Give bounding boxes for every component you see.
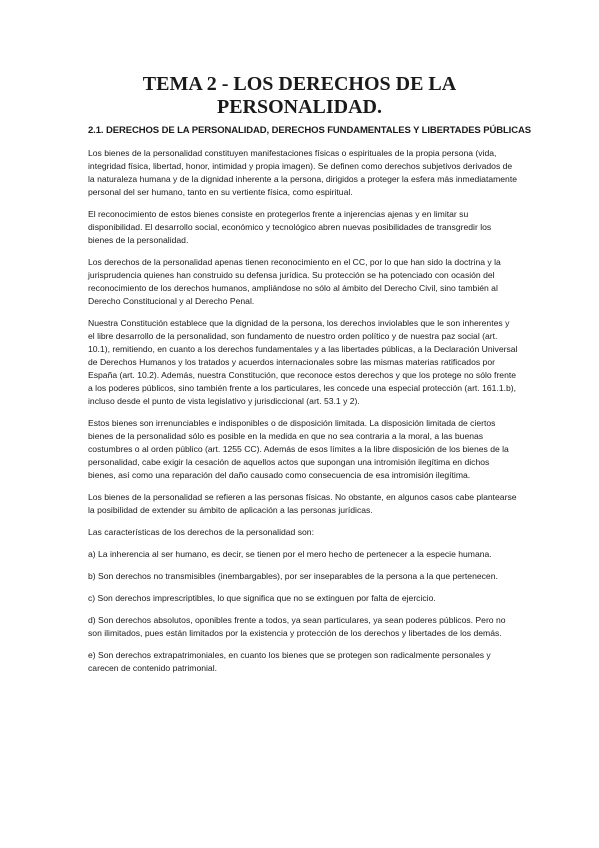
paragraph-personas-fisicas: Los bienes de la personalidad se refieren a las personas físicas. No obstante, en algunos casos cabe plantearse la posibilidad de extender su ámbito de aplicación a las personas jurídicas. <box>88 492 517 515</box>
section-heading: 2.1. DERECHOS DE LA PERSONALIDAD, DERECHOS FUNDAMENTALES Y LIBERTADES PÚBLICAS <box>88 125 531 136</box>
paragraph-irrenunciables: Estos bienes son irrenunciables e indisponibles o de disposición limitada. La disposición limitada de ciertos bienes de la personalidad sólo es posible en la medida en que no sea contraria a la moral, a las buenas costumbres o al orden público (art. 1255 CC). Además de esos límites a la libre disposición de los bienes de la personalidad, cabe exigir la cesación de aquellos actos que supongan una intromisión ilegítima en dichos bienes, así como una reparación del daño causado como consecuencia de esa intromisión ilegítima. <box>88 418 509 480</box>
list-item-a: a) La inherencia al ser humano, es decir, se tienen por el mero hecho de pertenecer a la especie humana. <box>88 549 492 559</box>
paragraph-caracteristicas-intro: Las características de los derechos de la personalidad son: <box>88 527 314 537</box>
list-item-c: c) Son derechos imprescriptibles, lo que significa que no se extinguen por falta de ejercicio. <box>88 593 436 603</box>
list-item-e: e) Son derechos extrapatrimoniales, en cuanto los bienes que se protegen son radicalmente personales y carecen de contenido patrimonial. <box>88 650 491 673</box>
list-item-d: d) Son derechos absolutos, oponibles frente a todos, ya sean particulares, ya sean poderes públicos. Pero no son ilimitados, pues están limitados por la existencia y protección de los derechos y libertades de los demás. <box>88 615 506 638</box>
paragraph-codigo-civil: Los derechos de la personalidad apenas tienen reconocimiento en el CC, por lo que han sido la doctrina y la jurisprudencia quienes han construido su defensa jurídica. Su protección se ha potenciado con ocasión del reconocimiento de los derechos humanos, ampliándose no sólo al ámbito del Derecho Civil, sino también al Derecho Constitucional y al Derecho Penal. <box>88 257 501 306</box>
paragraph-bienes-personalidad: Los bienes de la personalidad constituyen manifestaciones físicas o espirituales de la propia persona (vida, integridad física, libertad, honor, intimidad y propia imagen). Se definen como derechos subjetivos derivados de la naturaleza humana y de la dignidad inherente a la persona, dirigidos a proteger la esfera más inmediatamente personal del ser humano, tanto en su vertiente física, como espiritual. <box>88 148 517 197</box>
document-body <box>88 147 518 684</box>
list-item-b: b) Son derechos no transmisibles (inembargables), por ser inseparables de la persona a la que pertenecen. <box>88 571 498 581</box>
paragraph-constitucion: Nuestra Constitución establece que la dignidad de la persona, los derechos inviolables que le son inherentes y el libre desarrollo de la personalidad, son fundamento de nuestro orden político y de nuestra paz social (art. 10.1), remitiendo, en cuanto a los derechos fundamentales y a las libertades públicas, a la Declaración Universal de Derechos Humanos y los tratados y acuerdos internacionales sobre las mismas materias ratificados por España (art. 10.2). Además, nuestra Constitución, que reconoce estos derechos y que los protege no sólo frente a los poderes públicos, sino también frente a los particulares, les concede una especial protección (art. 161.1.b), incluso desde el punto de vista legislativo y jurisdiccional (art. 53.1 y 2). <box>88 318 518 406</box>
document-title <box>0 73 599 119</box>
title-line-2: PERSONALIDAD. <box>216 96 383 118</box>
title-line-1: TEMA 2 - LOS DERECHOS DE LA <box>142 73 457 95</box>
paragraph-reconocimiento: El reconocimiento de estos bienes consiste en protegerlos frente a injerencias ajenas y en limitar su disponibilidad. El desarrollo social, económico y tecnológico abren nuevas posibilidades de transgredir los bienes de la personalidad. <box>88 209 492 245</box>
